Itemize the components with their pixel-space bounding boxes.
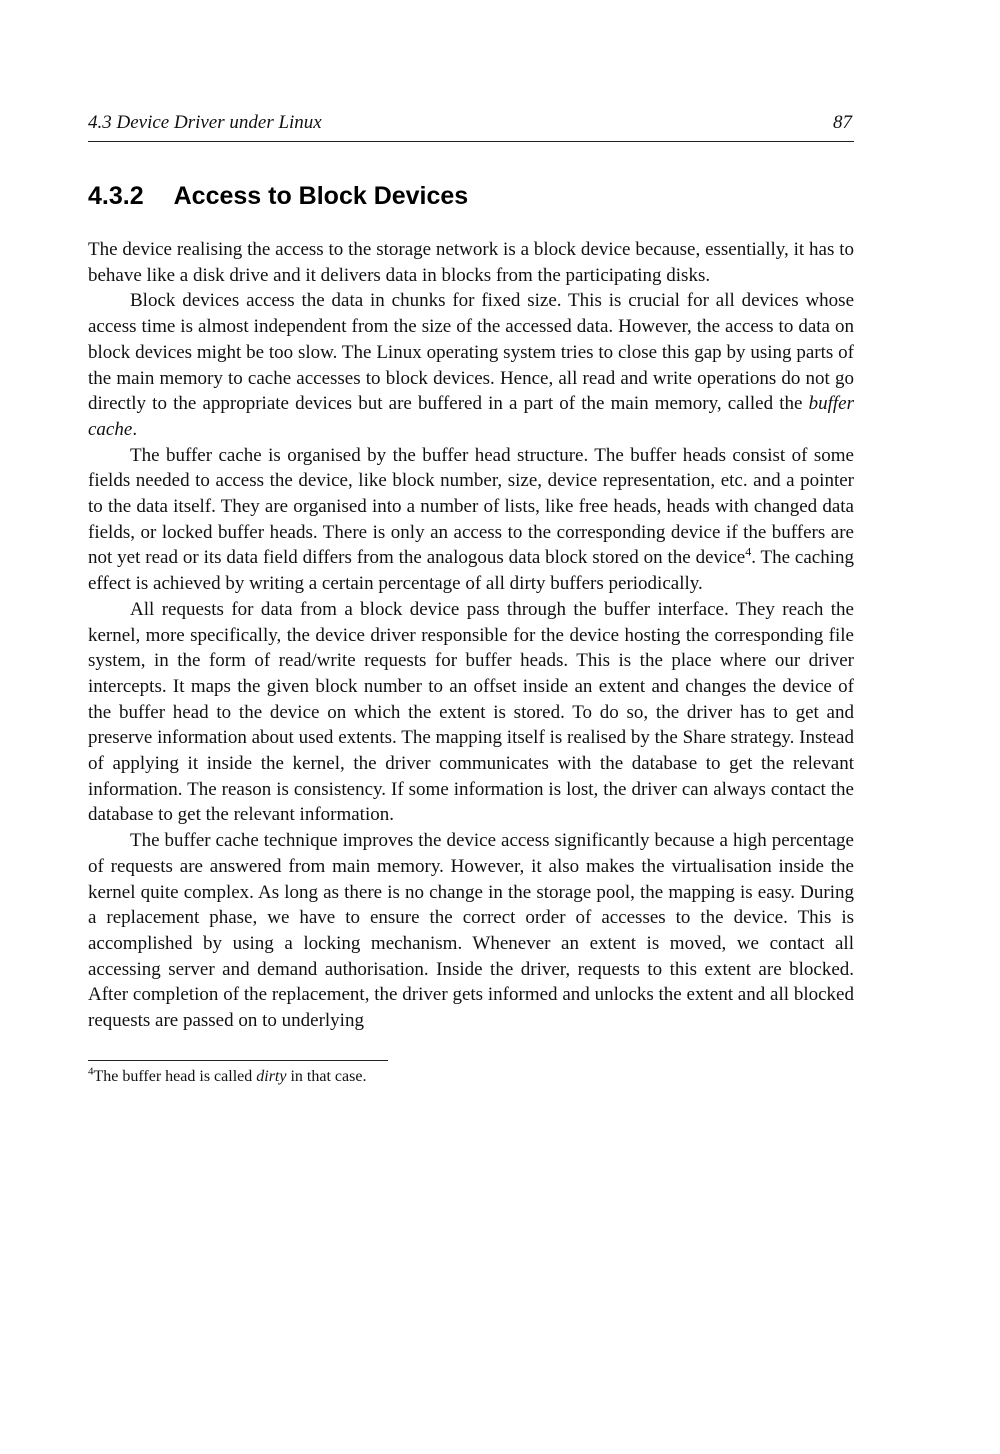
footnote-text-after: in that case. — [286, 1067, 367, 1085]
paragraph-3-text-after: . The caching effect is achieved by writing a certain percentage of all dirty buffers periodically. — [88, 547, 854, 595]
section-number: 4.3.2 — [88, 182, 144, 210]
dirty-term: dirty — [256, 1067, 287, 1085]
footnote-block — [88, 1060, 854, 1087]
body-text — [88, 237, 854, 1034]
body-paragraph-5: The buffer cache technique improves the device access significantly because a high percentage of requests are answered from main memory. However, it also makes the virtualisation inside the kernel quite complex. As long as there is no change in the storage pool, the mapping is easy. During a replacement phase, we have to ensure the correct order of accesses to the device. This is accomplished by using a locking mechanism. Whenever an extent is moved, we contact all accessing server and demand authorisation. Inside the driver, requests to this extent are blocked. After completion of the replacement, the driver gets informed and unlocks the extent and all blocked requests are passed on to underlying — [88, 830, 854, 1032]
body-paragraph-1: The device realising the access to the storage network is a block device because, essentially, it has to behave like a disk drive and it delivers data in blocks from the participating disks. — [88, 239, 854, 286]
footnote-text — [88, 1067, 854, 1087]
paragraph-2-text-before: Block devices access the data in chunks for fixed size. This is crucial for all devices whose access time is almost independent from the size of the accessed data. However, the access to data on block devices might be too slow. The Linux operating system tries to close this gap by using parts of the main memory to cache accesses to block devices. Hence, all read and write operations do not go directly to the appropriate devices but are buffered in a part of the main memory, called the — [88, 290, 854, 415]
body-paragraph-4: All requests for data from a block device pass through the buffer interface. They reach the kernel, more specifically, the device driver responsible for the device hosting the corresponding file system, in the form of read/write requests for buffer heads. This is the place where our driver intercepts. It maps the given block number to an offset inside an extent and changes the device of the buffer head to the device on which the extent is stored. To do so, the driver has to get and preserve information about used extents. The mapping itself is realised by the Share strategy. Instead of applying it inside the kernel, the driver communicates with the database to get the relevant information. The reason is consistency. If some information is lost, the driver can always contact the database to get the relevant information. — [88, 598, 854, 826]
running-header — [88, 112, 854, 134]
footnote-text-before: The buffer head is called — [93, 1067, 257, 1085]
buffer-cache-term: buffer cache — [88, 393, 854, 440]
running-header-title: 4.3 Device Driver under Linux — [88, 112, 322, 133]
footnote-reference-marker: 4 — [745, 545, 752, 560]
section-title: Access to Block Devices — [173, 182, 469, 210]
header-rule — [88, 141, 854, 142]
running-header-page-number: 87 — [833, 112, 852, 133]
footnote-marker: 4 — [88, 1065, 94, 1078]
footnote-rule — [88, 1060, 388, 1061]
paragraph-2-text-after: . — [132, 418, 138, 440]
body-paragraph-2 — [88, 288, 854, 442]
body-paragraph-3 — [88, 443, 854, 597]
section-heading — [88, 182, 854, 211]
paragraph-3-text-before: The buffer cache is organised by the buffer head structure. The buffer heads consist of some fields needed to access the device, like block number, size, device representation, etc. and a pointer to the data itself. They are organised into a number of lists, like free heads, heads with changed data fields, or locked buffer heads. There is only an access to the corresponding device if the buffers are not yet read or its data field differs from the analogous data block stored on the device — [88, 444, 854, 569]
